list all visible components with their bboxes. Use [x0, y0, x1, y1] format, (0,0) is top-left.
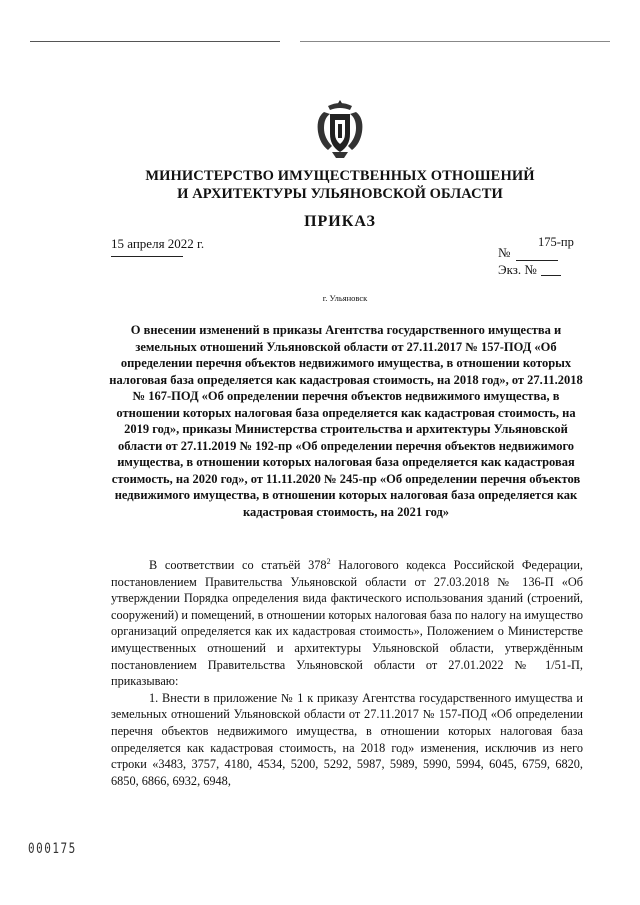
body-paragraph-2: 1. Внести в приложение № 1 к приказу Агентства государственного имущества и земельных отношений Ульяновской области от 27.11.2017 № 157-ПОД «Об определении перечня объектов недвижимого имущества, в отношении которых налоговая база определяется как кадастровая стоимость, на 2018 год» изменения, исключив из него строки «3483, 3757, 4180, 4534, 5200, 5292, 5987, 5989, 5990, 5994, 6045, 6759, 6820, 6850, 6866, 6932, 6948,	[111, 690, 583, 788]
order-number-label: №	[498, 245, 511, 260]
copy-underline	[541, 275, 561, 276]
scan-edge-line	[300, 41, 610, 42]
copy-number-label: Экз. №	[498, 262, 537, 277]
ministry-header	[0, 167, 640, 203]
coat-of-arms-icon	[310, 98, 370, 160]
scan-edge-line	[30, 41, 280, 42]
ministry-name-line2: И АРХИТЕКТУРЫ УЛЬЯНОВСКОЙ ОБЛАСТИ	[177, 186, 503, 202]
body-p1-start: В соответствии со статьёй 378	[149, 558, 327, 572]
article-superscript: 2	[326, 556, 331, 566]
body-paragraph-1	[111, 557, 583, 690]
order-subject: О внесении изменений в приказы Агентства государственного имущества и земельных отношений Ульяновской области от 27.11.2017 № 157-ПОД «Об определении перечня объектов недвижимого имущества, в отношении которых налоговая база определяется как кадастровая стоимость, на 2018 год», от 27.11.2018 № 167-ПОД «Об определении перечня объектов недвижимого имущества, в отношении которых налоговая база определяется как кадастровая стоимость, на 2019 год», приказы Министерства строительства и архитектуры Ульяновской области от 27.11.2019 № 192-пр «Об определении перечня объектов недвижимого имущества, в отношении которых налоговая база определяется как кадастровая стоимость, на 2020 год», от 11.11.2020 № 245-пр «Об определении перечня объектов недвижимого имущества, в отношении которых налоговая база определяется как кадастровая стоимость, на 2021 год»	[109, 323, 583, 519]
order-title: ПРИКАЗ	[304, 213, 376, 230]
date-underline	[111, 256, 183, 257]
ministry-name-line1: МИНИСТЕРСТВО ИМУЩЕСТВЕННЫХ ОТНОШЕНИЙ	[145, 168, 535, 184]
body-p1-rest: Налогового кодекса Российской Федерации, постановлением Правительства Ульяновской области от 27.03.2018 № 136-П «Об утверждении Порядка определения вида фактического использования зданий (строений, сооружений) и помещений, в отношении которых налоговая база по налогу на имущество организаций определяется как их кадастровая стоимость», Положением о Министерстве имущественных отношений и архитектуры Ульяновской области, утверждённым постановлением Правительства Ульяновской области от 27.01.2022 № 1/51-П, приказываю:	[111, 558, 583, 689]
order-number: 175-пр	[538, 235, 574, 249]
number-underline	[516, 260, 558, 261]
order-body	[111, 557, 583, 789]
city-label: г. Ульяновск	[322, 293, 368, 303]
page-stamp-number: 000175	[28, 840, 77, 857]
order-date: 15 апреля 2022 г.	[111, 236, 205, 251]
